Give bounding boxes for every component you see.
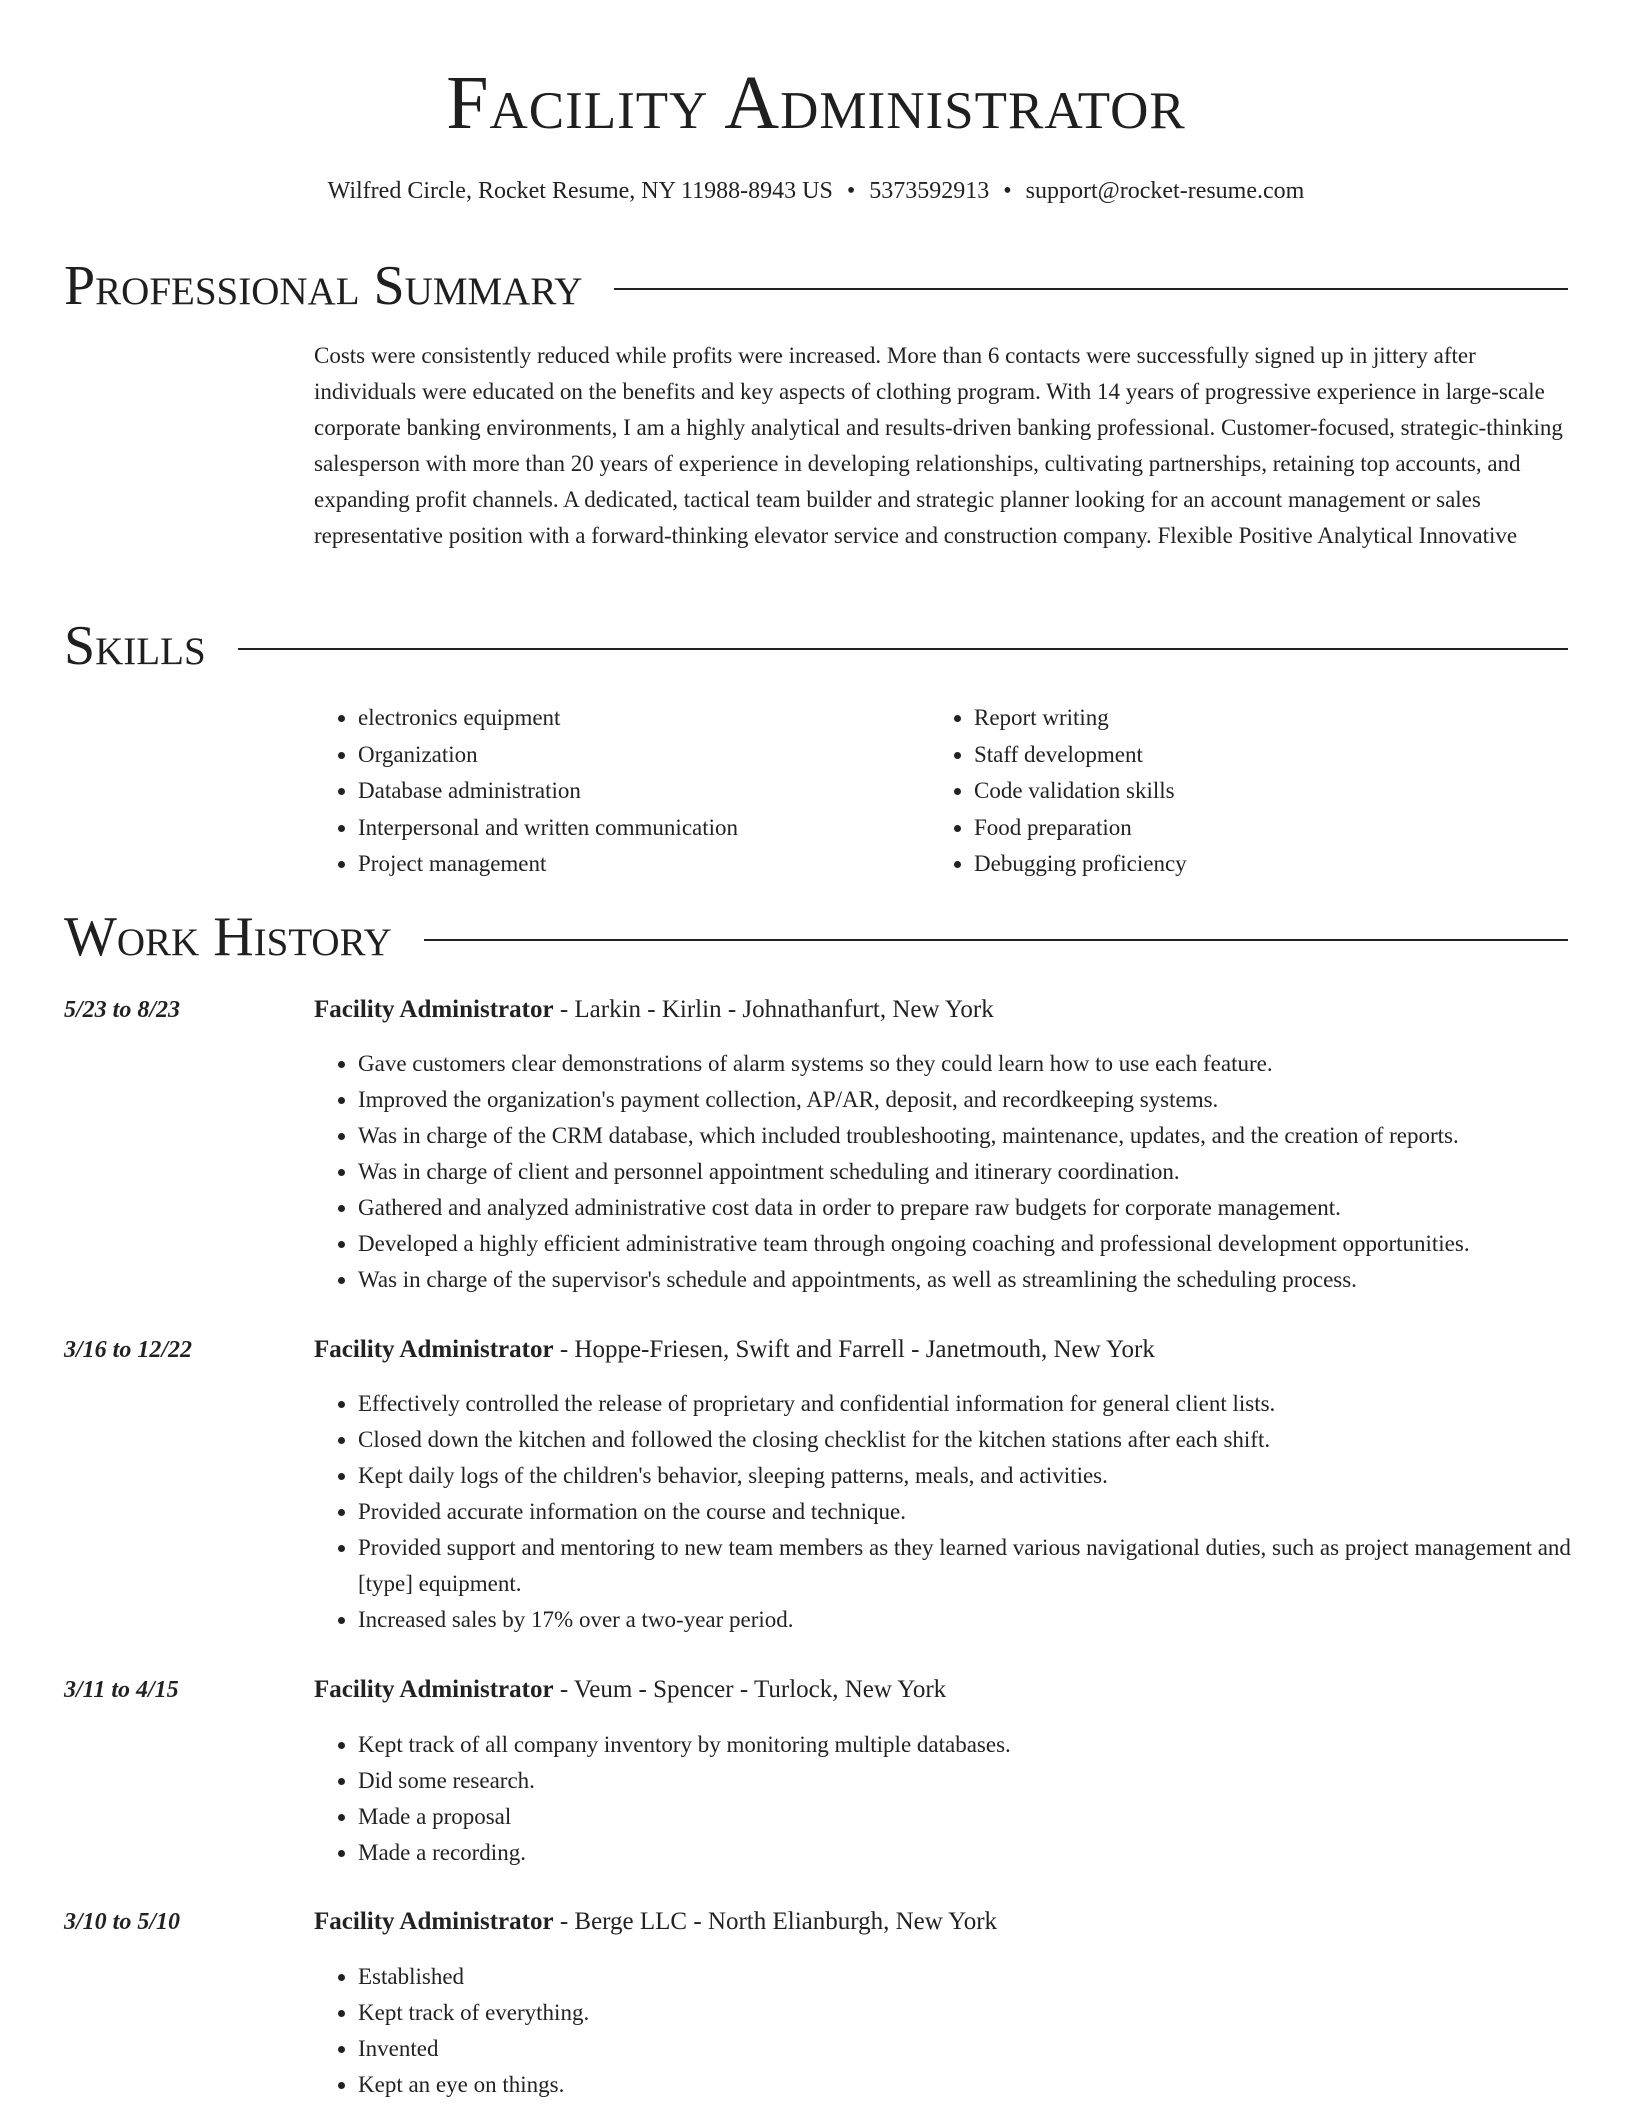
job-duties-list <box>314 1386 1614 1638</box>
job-duty: • Increased sales by 17% over a two-year period. <box>358 1602 1614 1638</box>
job-heading <box>314 1333 1570 1367</box>
job-duty: • Was in charge of the CRM database, which included troubleshooting, maintenance, updates, and the creation of reports. <box>358 1118 1614 1154</box>
skill-item: • Organization <box>358 737 938 774</box>
skills-list-right <box>930 700 1574 883</box>
skills-heading: Skills <box>64 615 206 677</box>
job-employer: - Veum - Spencer - Turlock, New York <box>553 1676 947 1703</box>
job-duty: • Invented <box>358 2031 1614 2067</box>
contact-phone: 5373592913 <box>869 178 990 204</box>
job-dates: 5/23 to 8/23 <box>64 997 181 1023</box>
skill-item: • Interpersonal and written communication <box>358 810 938 847</box>
job-employer: - Larkin - Kirlin - Johnathanfurt, New York <box>553 996 994 1023</box>
contact-separator: • <box>1003 178 1012 204</box>
skill-item: • Food preparation <box>974 810 1574 847</box>
job-duty: • Made a recording. <box>358 1835 1614 1871</box>
job-title: Facility Administrator <box>314 996 554 1023</box>
resume-name: Facility Administrator <box>446 61 1186 145</box>
job-duties-list <box>314 1727 1614 1871</box>
job-dates: 3/16 to 12/22 <box>64 1337 193 1363</box>
skill-item: • Project management <box>358 846 938 883</box>
job-duty: • Was in charge of the supervisor's schedule and appointments, as well as streamlining the scheduling process. <box>358 1262 1614 1298</box>
section-divider <box>424 939 1568 941</box>
job-duty: • Made a proposal <box>358 1799 1614 1835</box>
job-title: Facility Administrator <box>314 1336 554 1363</box>
job-duty: • Effectively controlled the release of proprietary and confidential information for general client lists. <box>358 1386 1614 1422</box>
section-divider <box>614 288 1568 290</box>
job-duty: • Provided support and mentoring to new team members as they learned various navigational duties, such as project management and [type] equipment. <box>358 1530 1614 1602</box>
summary-text: Costs were consistently reduced while profits were increased. More than 6 contacts were successfully signed up in jittery after individuals were educated on the benefits and key aspects of clothing program. With 14 years of progressive experience in large-scale corporate banking environments, I am a highly analytical and results-driven banking professional. Customer-focused, strategic-thinking salesperson with more than 20 years of experience in developing relationships, cultivating partnerships, retaining top accounts, and expanding profit channels. A dedicated, tactical team builder and strategic planner looking for an account management or sales representative position with a forward-thinking elevator service and construction company. Flexible Positive Analytical Innovative <box>314 343 1563 548</box>
summary-section-header <box>64 254 1568 318</box>
job-duty: • Was in charge of client and personnel appointment scheduling and itinerary coordination. <box>358 1154 1614 1190</box>
job-heading <box>314 1673 1570 1707</box>
summary-heading: Professional Summary <box>64 255 583 317</box>
work-heading: Work History <box>64 906 392 968</box>
job-heading <box>314 993 1570 1027</box>
contact-separator: • <box>846 178 856 204</box>
skills-section-header <box>64 614 1568 678</box>
skill-item: • Staff development <box>974 737 1574 774</box>
job-title: Facility Administrator <box>314 1908 554 1935</box>
job-employer: - Hoppe-Friesen, Swift and Farrell - Janetmouth, New York <box>553 1336 1155 1363</box>
job-duty: • Established <box>358 1959 1614 1995</box>
skill-item: • Database administration <box>358 773 938 810</box>
job-duty: • Improved the organization's payment collection, AP/AR, deposit, and recordkeeping systems. <box>358 1082 1614 1118</box>
job-duties-list <box>314 1959 1614 2103</box>
job-duty: • Kept an eye on things. <box>358 2067 1614 2103</box>
job-duty: • Did some research. <box>358 1763 1614 1799</box>
contact-line <box>0 174 1632 208</box>
skills-list-left <box>314 700 938 883</box>
job-heading <box>314 1905 1570 1939</box>
job-title: Facility Administrator <box>314 1676 554 1703</box>
skill-item: • Report writing <box>974 700 1574 737</box>
contact-email: support@rocket-resume.com <box>1025 178 1305 204</box>
job-duty: • Kept track of everything. <box>358 1995 1614 2031</box>
skill-item: • Code validation skills <box>974 773 1574 810</box>
skill-item: • Debugging proficiency <box>974 846 1574 883</box>
section-divider <box>238 648 1568 650</box>
job-duties-list <box>314 1046 1614 1298</box>
job-dates: 3/10 to 5/10 <box>64 1909 181 1935</box>
job-dates: 3/11 to 4/15 <box>64 1677 179 1703</box>
work-section-header <box>64 905 1568 969</box>
job-duty: • Gathered and analyzed administrative cost data in order to prepare raw budgets for corporate management. <box>358 1190 1614 1226</box>
job-duty: • Closed down the kitchen and followed the closing checklist for the kitchen stations after each shift. <box>358 1422 1614 1458</box>
job-duty: • Kept track of all company inventory by monitoring multiple databases. <box>358 1727 1614 1763</box>
skill-item: • electronics equipment <box>358 700 938 737</box>
job-duty: • Provided accurate information on the course and technique. <box>358 1494 1614 1530</box>
job-employer: - Berge LLC - North Elianburgh, New York <box>553 1908 998 1935</box>
contact-address: Wilfred Circle, Rocket Resume, NY 11988-8943 US <box>327 178 833 204</box>
job-duty: • Gave customers clear demonstrations of alarm systems so they could learn how to use each feature. <box>358 1046 1614 1082</box>
job-duty: • Developed a highly efficient administrative team through ongoing coaching and professional development opportunities. <box>358 1226 1614 1262</box>
job-duty: • Kept daily logs of the children's behavior, sleeping patterns, meals, and activities. <box>358 1458 1614 1494</box>
